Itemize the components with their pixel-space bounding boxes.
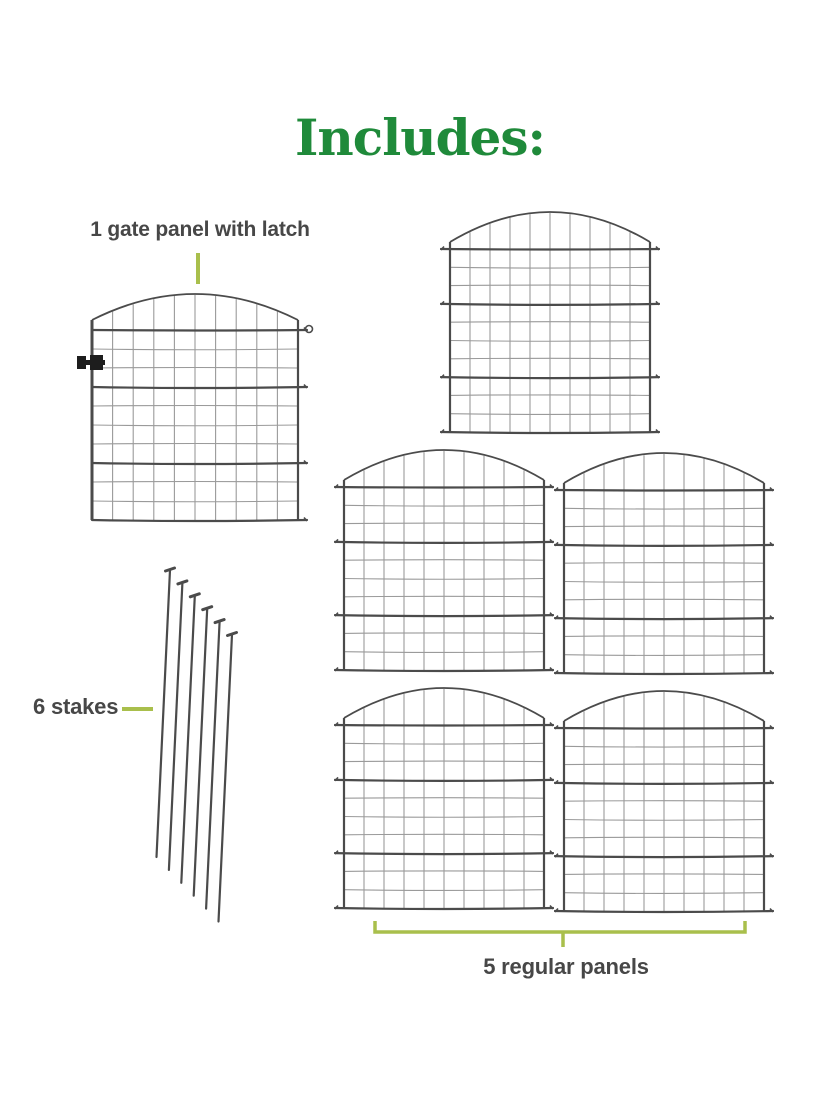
gate-pointer-line	[196, 253, 200, 284]
stakes-label: 6 stakes	[33, 694, 119, 719]
regular-panel-graphic	[440, 206, 660, 440]
regular-panel-graphic	[554, 685, 774, 919]
page-title: Includes:	[295, 108, 545, 167]
stakes-graphic	[138, 556, 253, 936]
gate-panel-label: 1 gate panel with latch	[90, 218, 310, 241]
regular-panel-graphic	[334, 444, 554, 678]
regular-panel-graphic	[334, 682, 554, 916]
regular-panel-graphic	[554, 447, 774, 681]
gate-panel-graphic	[70, 286, 315, 531]
panels-bracket	[368, 915, 753, 951]
regular-panels-label: 5 regular panels	[483, 954, 649, 979]
